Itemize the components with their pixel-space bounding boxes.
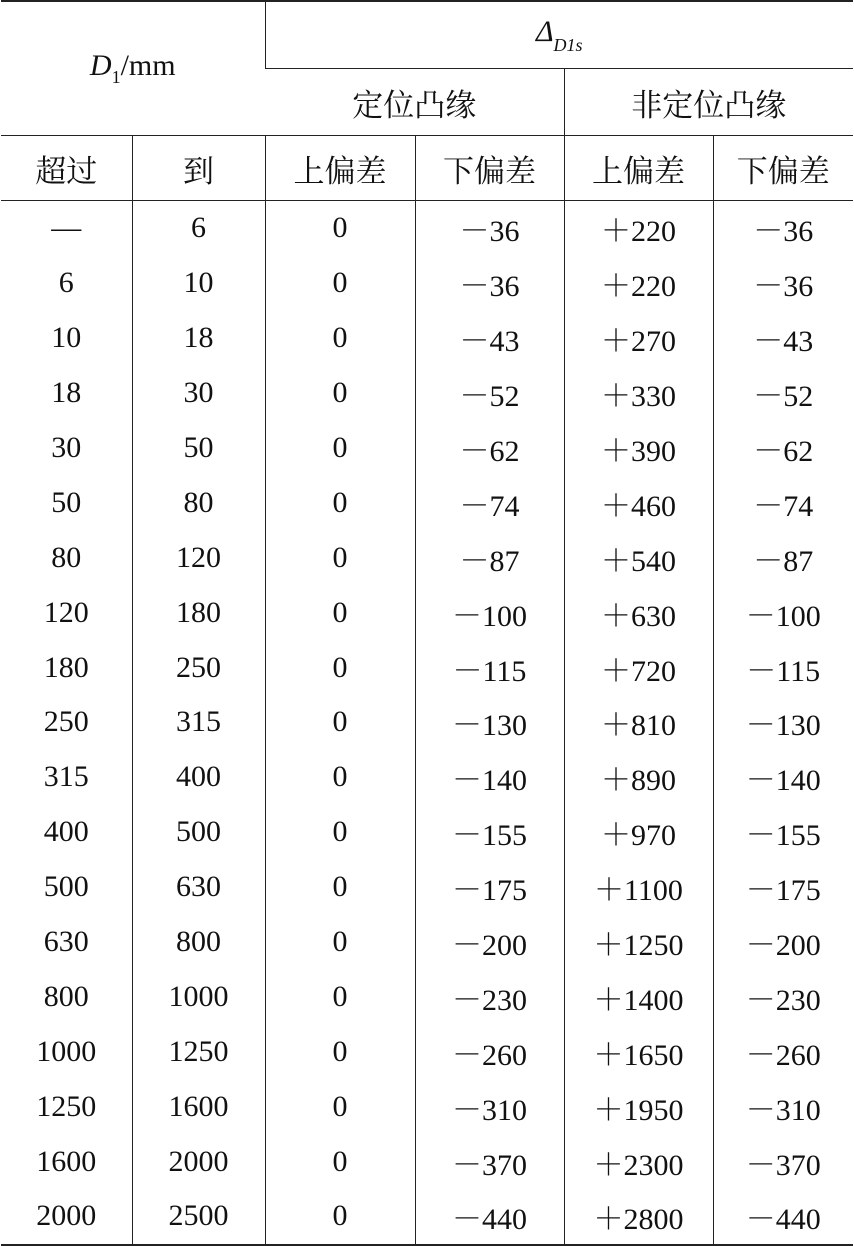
cell-locating-lower: －115 [415,640,564,695]
cell-over: 1600 [36,1144,97,1178]
cell-nonlocating-upper: ＋810 [564,695,713,750]
cell-to: 10 [132,256,265,311]
cell-locating-upper: 0 [265,750,415,805]
table-row [1,640,853,695]
cell-locating-lower: －140 [415,750,564,805]
cell-to: 500 [132,805,265,860]
table-row [1,256,853,311]
cell-over: 18 [51,376,82,410]
cell-locating-lower: －36 [415,201,564,256]
cell-locating-upper: 0 [265,805,415,860]
cell-locating-upper: 0 [265,585,415,640]
cell-locating-upper: 0 [265,860,415,915]
delta-subscript: D1s [553,34,583,55]
cell-nonlocating-lower: －36 [713,201,853,256]
table-row [1,1079,853,1134]
cell-nonlocating-lower: －74 [713,475,853,530]
cell-to: 50 [132,421,265,476]
cell-over: 250 [43,705,89,739]
cell-to: 180 [132,585,265,640]
cell-nonlocating-upper: ＋890 [564,750,713,805]
cell-nonlocating-upper: ＋220 [564,256,713,311]
cell-to: 18 [132,311,265,366]
cell-nonlocating-upper: ＋540 [564,530,713,585]
cell-nonlocating-lower: －36 [713,256,853,311]
d1-header [1,1,265,136]
cell-locating-lower: －130 [415,695,564,750]
table-row [1,1024,853,1079]
cell-over: 2000 [1,1189,132,1245]
d1-subscript: 1 [111,67,121,87]
cell-nonlocating-lower: －230 [713,969,853,1024]
cell-nonlocating-lower: －440 [713,1189,853,1245]
col-to: 到 [132,136,265,201]
cell-nonlocating-lower: －115 [713,640,853,695]
cell-locating-upper: 0 [265,421,415,476]
cell-locating-lower: －52 [415,366,564,421]
cell-to: 2000 [132,1134,265,1189]
cell-over: 10 [51,321,82,355]
cell-locating-lower: －175 [415,860,564,915]
cell-locating-lower: －87 [415,530,564,585]
cell-to: 2500 [132,1189,265,1245]
cell-nonlocating-upper: ＋1400 [564,969,713,1024]
delta-header [265,1,853,69]
cell-nonlocating-lower: －370 [713,1134,853,1189]
cell-nonlocating-upper: ＋1250 [564,915,713,970]
col-nonlocating-upper: 上偏差 [564,136,713,201]
cell-locating-upper: 0 [265,311,415,366]
cell-nonlocating-upper: ＋1650 [564,1024,713,1079]
cell-locating-lower: －36 [415,256,564,311]
table-row [1,475,853,530]
cell-locating-upper: 0 [265,1189,415,1245]
col-locating-upper: 上偏差 [265,136,415,201]
cell-locating-upper: 0 [265,366,415,421]
cell-nonlocating-lower: －52 [713,366,853,421]
table-row [1,421,853,476]
cell-locating-upper: 0 [265,530,415,585]
group-locating-flange: 定位凸缘 [265,69,564,136]
cell-locating-upper: 0 [265,640,415,695]
cell-to: 80 [132,475,265,530]
cell-over: 180 [43,650,89,684]
cell-over: 80 [51,540,82,574]
table-row [1,1134,853,1189]
cell-to: 6 [132,201,265,256]
cell-nonlocating-upper: ＋390 [564,421,713,476]
table-row [1,366,853,421]
delta-symbol: Δ [535,14,554,48]
d1-unit: /mm [120,49,176,82]
cell-nonlocating-upper: ＋2800 [564,1189,713,1245]
cell-nonlocating-upper: ＋1950 [564,1079,713,1134]
cell-nonlocating-upper: ＋630 [564,585,713,640]
cell-over: 6 [58,266,74,300]
cell-nonlocating-lower: －260 [713,1024,853,1079]
cell-over: 400 [43,815,89,849]
cell-to: 250 [132,640,265,695]
group-nonlocating-flange: 非定位凸缘 [564,69,853,136]
cell-nonlocating-lower: －43 [713,311,853,366]
cell-locating-lower: －260 [415,1024,564,1079]
cell-to: 120 [132,530,265,585]
table-row [1,750,853,805]
cell-nonlocating-upper: ＋2300 [564,1134,713,1189]
cell-nonlocating-lower: －155 [713,805,853,860]
cell-to: 400 [132,750,265,805]
cell-locating-upper: 0 [265,695,415,750]
cell-locating-lower: －200 [415,915,564,970]
cell-locating-lower: －62 [415,421,564,476]
cell-over: 50 [51,485,82,519]
cell-locating-upper: 0 [265,1134,415,1189]
cell-over: 30 [51,431,82,464]
cell-nonlocating-upper: ＋1100 [564,860,713,915]
cell-locating-lower: －230 [415,969,564,1024]
table-body [1,201,853,1245]
cell-locating-lower: －74 [415,475,564,530]
cell-locating-lower: －310 [415,1079,564,1134]
cell-locating-upper: 0 [265,475,415,530]
col-over: 超过 [1,136,132,201]
cell-over: — [51,211,82,245]
table-row [1,860,853,915]
cell-nonlocating-lower: －100 [713,585,853,640]
cell-locating-lower: －155 [415,805,564,860]
cell-over: 1000 [36,1034,97,1068]
col-locating-lower: 下偏差 [415,136,564,201]
col-nonlocating-lower: 下偏差 [713,136,853,201]
cell-locating-lower: －440 [415,1189,564,1245]
cell-nonlocating-upper: ＋220 [564,201,713,256]
cell-over: 500 [43,870,89,904]
cell-locating-lower: －43 [415,311,564,366]
tolerance-table [1,0,853,1246]
table-row [1,805,853,860]
cell-locating-lower: －370 [415,1134,564,1189]
table-row [1,1189,853,1245]
d1-symbol: D [89,49,112,82]
table-row [1,201,853,256]
cell-to: 1600 [132,1079,265,1134]
table-row [1,585,853,640]
cell-over: 1250 [36,1089,97,1123]
cell-locating-upper: 0 [265,915,415,970]
cell-nonlocating-upper: ＋720 [564,640,713,695]
table-row [1,695,853,750]
cell-over: 120 [43,595,89,629]
cell-locating-upper: 0 [265,1024,415,1079]
cell-to: 1250 [132,1024,265,1079]
cell-locating-upper: 0 [265,256,415,311]
cell-to: 630 [132,860,265,915]
cell-over: 800 [43,979,89,1013]
cell-locating-upper: 0 [265,1079,415,1134]
cell-locating-lower: －100 [415,585,564,640]
cell-to: 1000 [132,969,265,1024]
cell-nonlocating-lower: －87 [713,530,853,585]
cell-nonlocating-upper: ＋970 [564,805,713,860]
cell-to: 800 [132,915,265,970]
cell-nonlocating-upper: ＋330 [564,366,713,421]
cell-nonlocating-upper: ＋460 [564,475,713,530]
cell-nonlocating-lower: －175 [713,860,853,915]
cell-nonlocating-lower: －140 [713,750,853,805]
cell-nonlocating-lower: －310 [713,1079,853,1134]
table-row [1,969,853,1024]
cell-nonlocating-lower: －200 [713,915,853,970]
cell-locating-upper: 0 [265,201,415,256]
cell-locating-upper: 0 [265,969,415,1024]
table-row [1,915,853,970]
cell-over: 630 [43,925,89,959]
cell-nonlocating-lower: －130 [713,695,853,750]
cell-over: 315 [43,760,89,794]
cell-to: 315 [132,695,265,750]
cell-to: 30 [132,366,265,421]
table-row [1,311,853,366]
cell-nonlocating-upper: ＋270 [564,311,713,366]
table-row [1,530,853,585]
cell-nonlocating-lower: －62 [713,421,853,476]
